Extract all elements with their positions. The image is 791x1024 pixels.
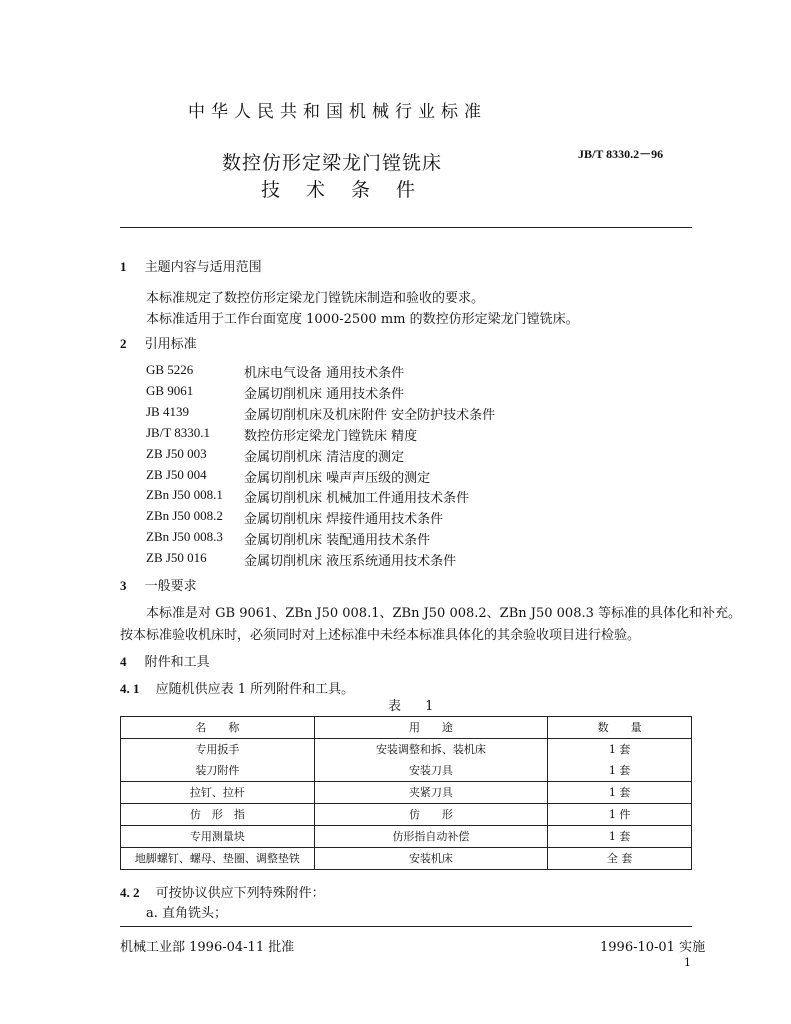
table-cell-use: 夹紧刀具 xyxy=(314,782,548,804)
document-title-line2: 技术条件 xyxy=(261,179,442,201)
table-header-use: 用 途 xyxy=(314,717,548,739)
reference-title: 金属切削机床 液压系统通用技术条件 xyxy=(244,554,457,569)
reference-code: GB 9061 xyxy=(146,383,194,398)
section-4-number: 4 xyxy=(120,654,127,669)
reference-code: ZB J50 003 xyxy=(146,446,207,461)
reference-code: ZBn J50 008.3 xyxy=(146,529,223,544)
table-cell-quantity: 1 套 xyxy=(548,826,692,848)
table-cell-quantity: 1 件 xyxy=(548,804,692,826)
section-4-2-text: 可按协议供应下列特殊附件： xyxy=(155,886,325,901)
reference-code: GB 5226 xyxy=(146,362,194,377)
section-4-2-number: 4. 2 xyxy=(120,885,140,900)
table-cell-use: 安装刀具 xyxy=(314,760,548,782)
reference-title: 金属切削机床 清洁度的测定 xyxy=(244,450,405,465)
reference-code: JB/T 8330.1 xyxy=(146,425,211,440)
table-cell-quantity: 1 套 xyxy=(548,782,692,804)
reference-title: 金属切削机床 装配通用技术条件 xyxy=(244,533,431,548)
reference-code: ZB J50 004 xyxy=(146,467,207,482)
section-3-paragraph-1: 本标准是对 GB 9061、ZBn J50 008.1、ZBn J50 008.2、ZBn J50 008.3 等标准的具体化和补充。 xyxy=(146,606,741,621)
section-4-title: 附件和工具 xyxy=(144,655,210,670)
page-number: 1 xyxy=(684,956,691,969)
table-cell-name: 专用扳手 xyxy=(121,739,315,761)
reference-title: 金属切削机床 焊接件通用技术条件 xyxy=(244,512,444,527)
table-cell-use: 仿形指自动补偿 xyxy=(314,826,548,848)
table-header-name: 名 称 xyxy=(121,717,315,739)
table-cell-name: 专用测量块 xyxy=(121,826,315,848)
section-4-1 xyxy=(120,678,354,697)
table-cell-use: 安装调整和拆、装机床 xyxy=(314,739,548,761)
reference-title: 金属切削机床 通用技术条件 xyxy=(244,387,405,402)
table-cell-use: 安装机床 xyxy=(314,848,548,870)
section-1-paragraph-2: 本标准适用于工作台面宽度 1000-2500 mm 的数控仿形定梁龙门镗铣床。 xyxy=(146,312,579,327)
table-cell-quantity: 全 套 xyxy=(548,848,692,870)
approval-line: 机械工业部 1996-04-11 批准 xyxy=(120,940,295,955)
table-header-quantity: 数 量 xyxy=(548,717,692,739)
table-header-row xyxy=(121,717,692,739)
section-1-title: 主题内容与适用范围 xyxy=(144,260,262,275)
section-2-number: 2 xyxy=(120,336,127,351)
section-3-title: 一般要求 xyxy=(144,579,197,594)
reference-title: 数控仿形定梁龙门镗铣床 精度 xyxy=(244,429,418,444)
table-1-caption: 表 1 xyxy=(388,699,444,714)
table-row xyxy=(121,826,692,848)
section-4-heading xyxy=(120,651,210,670)
section-1-heading xyxy=(120,256,262,275)
table-cell-quantity: 1 套 xyxy=(548,760,692,782)
table-1 xyxy=(120,716,692,870)
reference-code: JB 4139 xyxy=(146,404,189,419)
header-divider xyxy=(120,227,692,228)
section-1-paragraph-1: 本标准规定了数控仿形定梁龙门镗铣床制造和验收的要求。 xyxy=(146,291,485,306)
table-cell-quantity: 1 套 xyxy=(548,739,692,761)
table-row xyxy=(121,848,692,870)
reference-title: 金属切削机床 噪声声压级的测定 xyxy=(244,471,431,486)
table-row xyxy=(121,760,692,782)
section-4-2-item-a: a. 直角铣头； xyxy=(146,906,228,921)
reference-title: 金属切削机床及机床附件 安全防护技术条件 xyxy=(244,408,496,423)
reference-title: 金属切削机床 机械加工件通用技术条件 xyxy=(244,491,470,506)
standard-number: JB/T 8330.2－96 xyxy=(578,147,664,161)
table-cell-name: 拉钉、拉杆 xyxy=(121,782,315,804)
effective-date: 1996-10-01 实施 xyxy=(600,940,706,955)
table-cell-use: 仿 形 xyxy=(314,804,548,826)
section-3-paragraph-2: 按本标准验收机床时，必须同时对上述标准中未经本标准具体化的其余验收项目进行检验。 xyxy=(120,628,641,643)
table-cell-name: 地脚螺钉、螺母、垫圈、调整垫铁 xyxy=(121,848,315,870)
section-4-1-number: 4. 1 xyxy=(120,681,140,696)
section-2-title: 引用标准 xyxy=(144,337,197,352)
reference-code: ZBn J50 008.2 xyxy=(146,508,223,523)
table-cell-name: 装刀附件 xyxy=(121,760,315,782)
table-cell-name: 仿 形 指 xyxy=(121,804,315,826)
section-1-number: 1 xyxy=(120,259,127,274)
footer-divider xyxy=(120,926,692,927)
section-4-1-text: 应随机供应表 1 所列附件和工具。 xyxy=(155,682,355,697)
table-row xyxy=(121,739,692,761)
table-row xyxy=(121,804,692,826)
section-4-2 xyxy=(120,882,325,901)
section-3-heading xyxy=(120,575,197,594)
section-3-number: 3 xyxy=(120,578,127,593)
document-title-line1: 数控仿形定梁龙门镗铣床 xyxy=(222,152,443,174)
reference-title: 机床电气设备 通用技术条件 xyxy=(244,366,405,381)
reference-code: ZBn J50 008.1 xyxy=(146,487,223,502)
reference-code: ZB J50 016 xyxy=(146,550,207,565)
header-organization: 中华人民共和国机械行业标准 xyxy=(188,102,487,122)
section-2-heading xyxy=(120,333,197,352)
table-row xyxy=(121,782,692,804)
